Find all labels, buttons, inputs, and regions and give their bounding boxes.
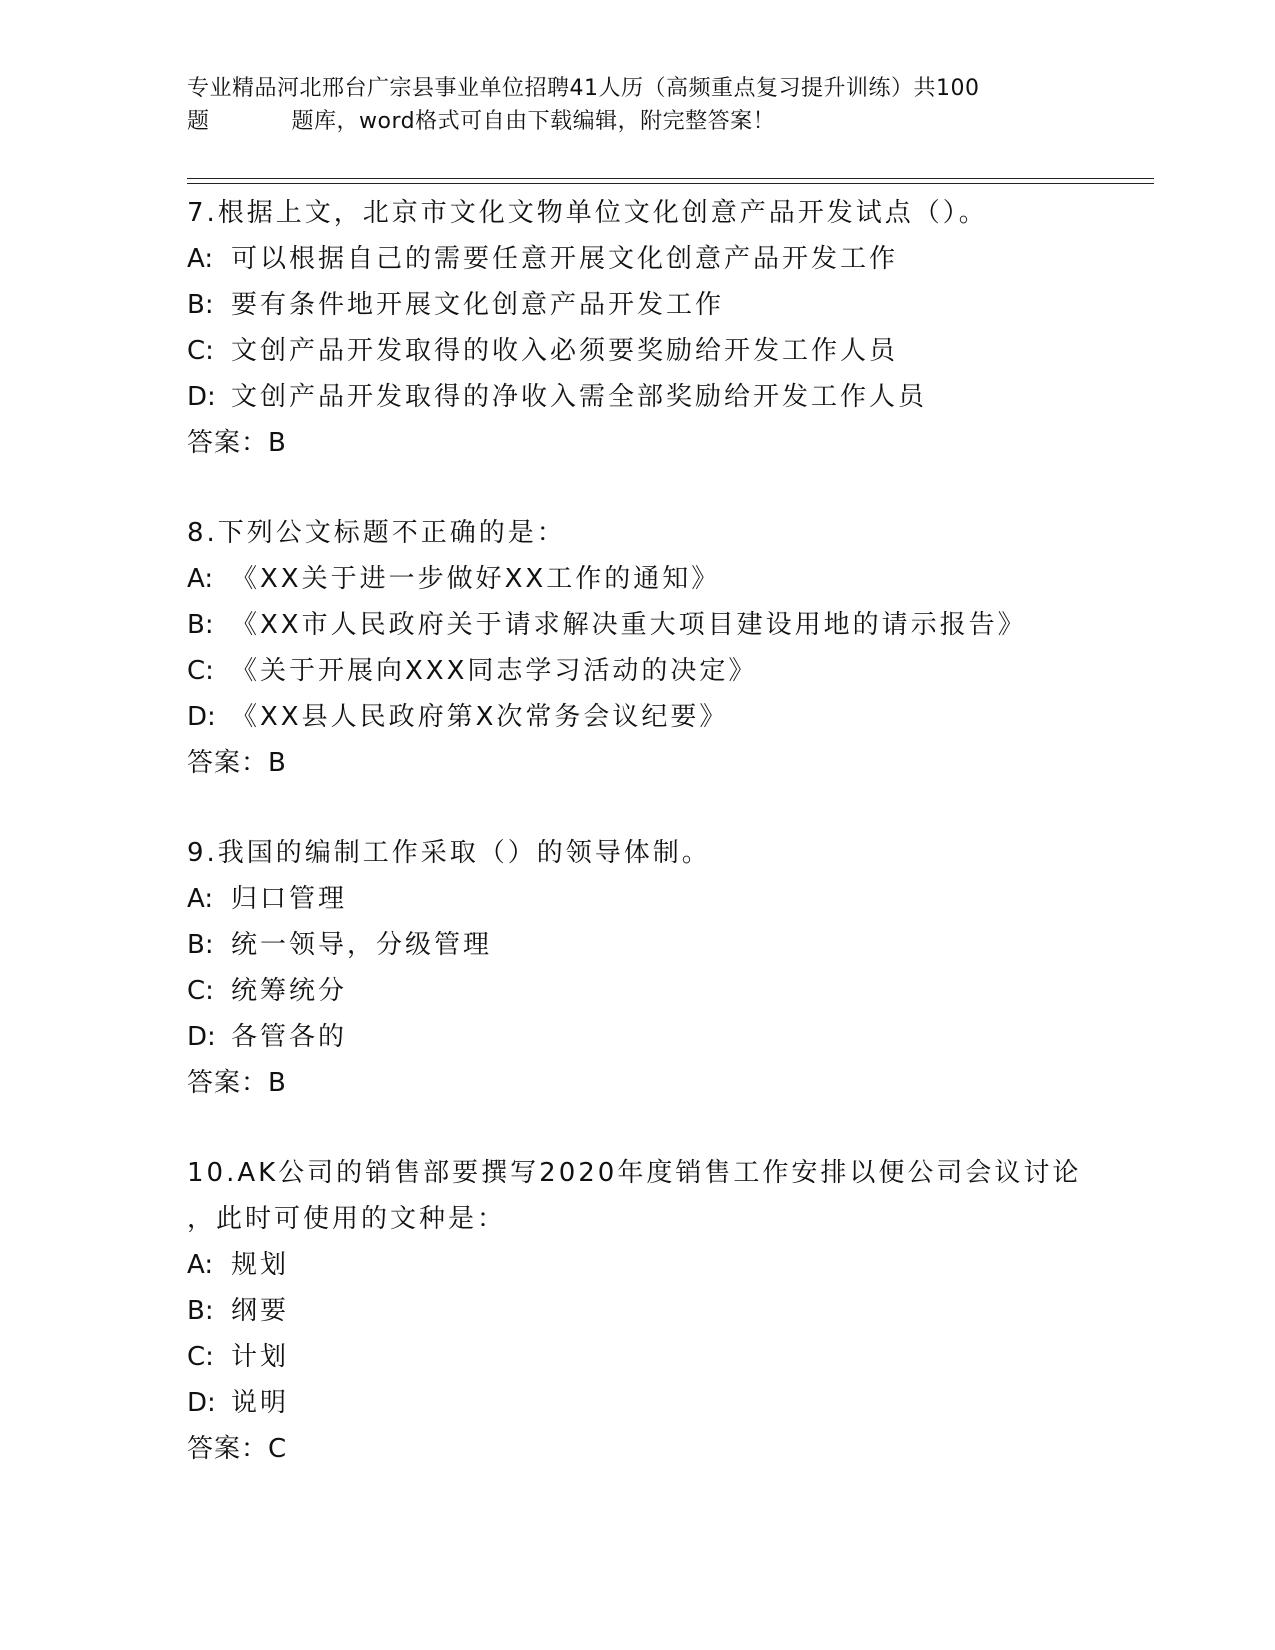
header-line-2-prefix: 题 [187,109,210,134]
option-key: C: [187,336,214,366]
option-text: 可以根据自己的需要任意开展文化创意产品开发工作 [231,244,899,274]
option-text: 统一领导，分级管理 [231,930,493,960]
answer: 答案：B [187,428,287,458]
option-d [187,694,1147,740]
question-list [187,190,1147,1516]
option-text: 文创产品开发取得的收入必须要奖励给开发工作人员 [231,336,899,366]
header-divider-bottom [187,183,1154,184]
option-key: D: [187,702,216,732]
option-d [187,1380,1147,1426]
option-text: 归口管理 [231,884,348,914]
question-stem: 9.我国的编制工作采取（）的领导体制。 [187,838,711,868]
option-c [187,1334,1147,1380]
header-title-line-2 [187,105,1087,138]
option-text: 要有条件地开展文化创意产品开发工作 [231,290,725,320]
header-divider-top [187,178,1154,179]
option-b [187,282,1147,328]
option-text: 《XX关于进一步做好XX工作的通知》 [231,564,721,594]
option-b [187,922,1147,968]
question-stem: 8.下列公文标题不正确的是： [187,518,566,548]
option-d [187,1014,1147,1060]
option-text: 《XX县人民政府第X次常务会议纪要》 [231,702,729,732]
option-text: 《XX市人民政府关于请求解决重大项目建设用地的请示报告》 [231,610,1027,640]
header-title-line-1: 专业精品河北邢台广宗县事业单位招聘41人历（高频重点复习提升训练）共100 [187,76,980,101]
option-key: A: [187,1250,214,1280]
question-7 [187,190,1147,466]
option-key: B: [187,290,214,320]
option-key: D: [187,382,216,412]
question-stem: 10.AK公司的销售部要撰写2020年度销售工作安排以便公司会议讨论 [187,1158,1082,1188]
option-key: B: [187,1296,214,1326]
answer: 答案：B [187,1068,287,1098]
option-text: 各管各的 [231,1022,348,1052]
option-c [187,328,1147,374]
option-text: 规划 [231,1250,290,1280]
option-d [187,374,1147,420]
option-key: A: [187,884,214,914]
option-key: A: [187,244,214,274]
option-text: 《关于开展向XXX同志学习活动的决定》 [231,656,758,686]
question-8 [187,510,1147,786]
option-a [187,236,1147,282]
answer: 答案：B [187,748,287,778]
option-text: 说明 [231,1388,290,1418]
option-key: C: [187,976,214,1006]
question-stem: 7.根据上文，北京市文化文物单位文化创意产品开发试点（）。 [187,198,988,228]
question-10 [187,1150,1147,1472]
option-b [187,1288,1147,1334]
option-a [187,1242,1147,1288]
option-a [187,876,1147,922]
answer: 答案：C [187,1434,288,1464]
option-key: A: [187,564,214,594]
question-stem-continued: ，此时可使用的文种是： [187,1204,507,1234]
option-c [187,648,1147,694]
option-a [187,556,1147,602]
option-b [187,602,1147,648]
option-text: 纲要 [231,1296,290,1326]
option-key: C: [187,656,214,686]
option-key: C: [187,1342,214,1372]
option-key: D: [187,1022,216,1052]
question-9 [187,830,1147,1106]
option-text: 计划 [231,1342,290,1372]
option-c [187,968,1147,1014]
document-header [187,72,1087,138]
option-text: 文创产品开发取得的净收入需全部奖励给开发工作人员 [231,382,928,412]
option-key: B: [187,930,214,960]
option-key: B: [187,610,214,640]
option-text: 统筹统分 [231,976,348,1006]
option-key: D: [187,1388,216,1418]
header-line-2-text: 题库，word格式可自由下载编辑，附完整答案！ [291,109,776,134]
